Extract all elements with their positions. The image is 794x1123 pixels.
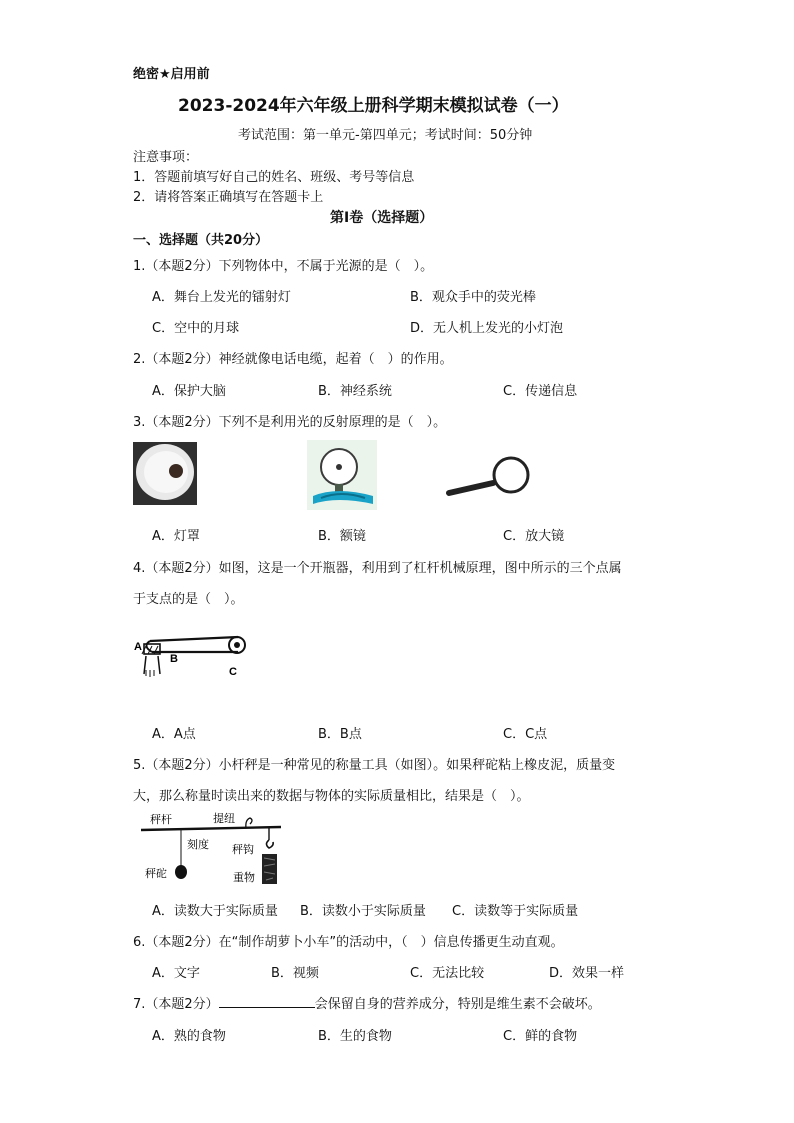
note-item: 2．请将答案正确填写在答题卡上	[133, 190, 324, 205]
option-d: D．效果一样	[549, 966, 625, 981]
question-stem: 3.（本题2分）下列不是利用光的反射原理的是（ ）。	[133, 415, 447, 430]
option-c: C．放大镜	[503, 529, 565, 544]
option-a: A．文字	[152, 966, 200, 981]
option-a: A．读数大于实际质量	[152, 904, 278, 919]
question-stem-continued: 大，那么称量时读出来的数据与物体的实际质量相比，结果是（ ）。	[133, 789, 530, 804]
option-c: C．空中的月球	[152, 321, 240, 336]
note-item: 1．答题前填写好自己的姓名、班级、考号等信息	[133, 170, 415, 185]
option-b: B．生的食物	[318, 1029, 392, 1044]
question-stem: 4.（本题2分）如图，这是一个开瓶器，利用到了杠杆机械原理，图中所示的三个点属	[133, 561, 622, 576]
bottle-opener-figure	[130, 630, 255, 690]
stem-suffix: 会保留自身的营养成分，特别是维生素不会破坏。	[314, 997, 601, 1012]
question-stem: 1.（本题2分）下列物体中，不属于光源的是（ ）。	[133, 259, 434, 274]
part-title: 一、选择题（共20分）	[133, 233, 269, 248]
exam-scope: 考试范围：第一单元-第四单元；考试时间：50分钟	[238, 128, 533, 143]
option-b: B．额镜	[318, 529, 366, 544]
secret-label: 绝密★启用前	[133, 67, 210, 82]
option-c: C．鲜的食物	[503, 1029, 578, 1044]
label-weight: 重物	[233, 871, 255, 884]
option-b: B．B点	[318, 727, 362, 742]
steelyard-figure	[133, 810, 283, 888]
option-a: A．熟的食物	[152, 1029, 226, 1044]
option-b: B．读数小于实际质量	[300, 904, 426, 919]
option-a: A．保护大脑	[152, 384, 226, 399]
option-b: B．神经系统	[318, 384, 392, 399]
option-a: A．舞台上发光的镭射灯	[152, 290, 291, 305]
stem-prefix: 7.（本题2分）	[133, 997, 219, 1012]
option-c: C．读数等于实际质量	[452, 904, 579, 919]
label-cord: 提纽	[213, 812, 235, 825]
question-stem: 5.（本题2分）小杆秤是一种常见的称量工具（如图）。如果秤砣粘上橡皮泥，质量变	[133, 758, 616, 773]
figure-label-c: C	[229, 666, 237, 678]
question-stem-continued: 于支点的是（ ）。	[133, 592, 244, 607]
notes-heading: 注意事项：	[133, 150, 199, 165]
magnifier-image	[445, 455, 535, 500]
option-b: B．观众手中的荧光棒	[410, 290, 536, 305]
head-mirror-image	[307, 440, 377, 510]
label-scale: 刻度	[187, 838, 209, 851]
option-a: A．灯罩	[152, 529, 200, 544]
option-c: C．传递信息	[503, 384, 578, 399]
label-hook: 秤钩	[232, 843, 254, 856]
volume-title: 第I卷（选择题）	[330, 210, 434, 226]
answer-blank	[219, 995, 315, 1008]
question-stem: 6.（本题2分）在“制作胡萝卜小车”的活动中，（ ）信息传播更生动直观。	[133, 935, 564, 950]
figure-label-a: A	[134, 641, 142, 653]
question-stem: 2.（本题2分）神经就像电话电缆，起着（ ）的作用。	[133, 352, 453, 367]
label-beam: 秤杆	[150, 813, 172, 826]
option-a: A．A点	[152, 727, 196, 742]
option-d: D．无人机上发光的小灯泡	[410, 321, 564, 336]
option-c: C．C点	[503, 727, 548, 742]
option-c: C．无法比较	[410, 966, 485, 981]
question-stem	[133, 993, 601, 1012]
option-b: B．视频	[271, 966, 319, 981]
label-counterweight: 秤砣	[145, 867, 167, 880]
lampshade-image	[133, 442, 197, 505]
page-title: 2023-2024年六年级上册科学期末模拟试卷（一）	[178, 96, 569, 116]
figure-label-b: B	[170, 653, 178, 665]
